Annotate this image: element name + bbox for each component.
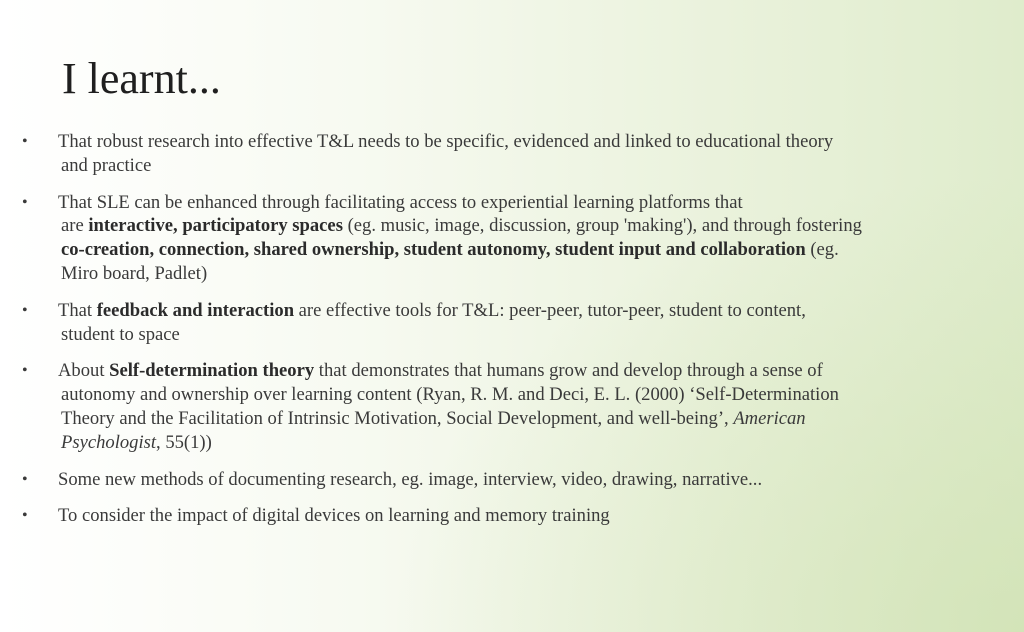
bullet-dot-icon: •	[22, 193, 28, 211]
bullet-item-self-determination	[0, 359, 1010, 454]
bullet-line: and practice	[61, 154, 152, 176]
text-run: that demonstrates that humans grow and develop through a sense of	[314, 360, 823, 382]
bullet-text	[58, 468, 970, 492]
bullet-item-methods	[0, 468, 1010, 492]
text-run: (eg.	[805, 239, 839, 261]
text-run: About	[58, 360, 110, 382]
bold-phrase: feedback and interaction	[96, 299, 295, 321]
bullet-line: That SLE can be enhanced through facilitating access to experiential learning platforms that	[58, 191, 743, 213]
bullet-dot-icon: •	[22, 470, 28, 488]
italic-phrase: Psychologist	[61, 431, 157, 453]
text-run: , 55(1))	[156, 431, 212, 453]
bullet-item-sle	[0, 191, 1010, 286]
text-run: are effective tools for T&L: peer-peer, tutor-peer, student to content,	[294, 299, 806, 321]
bullet-line	[58, 360, 823, 381]
bullet-text	[58, 130, 970, 178]
bullet-dot-icon: •	[22, 133, 28, 150]
bullet-dot-icon: •	[22, 507, 28, 525]
bullet-line: To consider the impact of digital devices on learning and memory training	[58, 505, 610, 527]
italic-phrase: American	[733, 407, 806, 429]
text-run: (eg. music, image, discussion, group 'making'), and through fostering	[342, 215, 862, 237]
bold-phrase: Self-determination theory	[109, 360, 315, 382]
bullet-line	[58, 407, 970, 431]
bullet-list	[0, 130, 1010, 541]
bullet-text	[58, 359, 970, 454]
bold-phrase: co-creation, connection, shared ownership, student autonomy, student input and collaboration	[61, 239, 806, 261]
bullet-line: Some new methods of documenting research, eg. image, interview, video, drawing, narrative...	[58, 468, 763, 490]
bullet-line	[58, 238, 970, 262]
bullet-line: Miro board, Padlet)	[61, 262, 208, 284]
bullet-item-digital-devices	[0, 504, 1010, 528]
text-run: are	[61, 215, 89, 237]
bullet-dot-icon: •	[22, 301, 28, 319]
slide-title: I learnt...	[62, 54, 221, 103]
bullet-line	[58, 300, 806, 321]
text-run: That	[58, 299, 97, 321]
bullet-line	[58, 214, 970, 238]
bullet-text	[58, 299, 970, 347]
bold-phrase: interactive, participatory spaces	[88, 215, 343, 237]
bullet-dot-icon: •	[22, 362, 28, 380]
bullet-text	[58, 504, 970, 528]
bullet-text	[58, 191, 970, 286]
text-run: Theory and the Facilitation of Intrinsic Motivation, Social Development, and well-being’,	[61, 407, 734, 429]
bullet-item-feedback	[0, 299, 1010, 347]
bullet-line: That robust research into effective T&L needs to be specific, evidenced and linked to educational theory	[58, 131, 834, 152]
bullet-line: student to space	[61, 323, 180, 345]
bullet-line: autonomy and ownership over learning content (Ryan, R. M. and Deci, E. L. (2000) ‘Self-Determination	[61, 384, 839, 406]
bullet-item-research	[0, 130, 1010, 178]
bullet-line	[58, 431, 970, 455]
